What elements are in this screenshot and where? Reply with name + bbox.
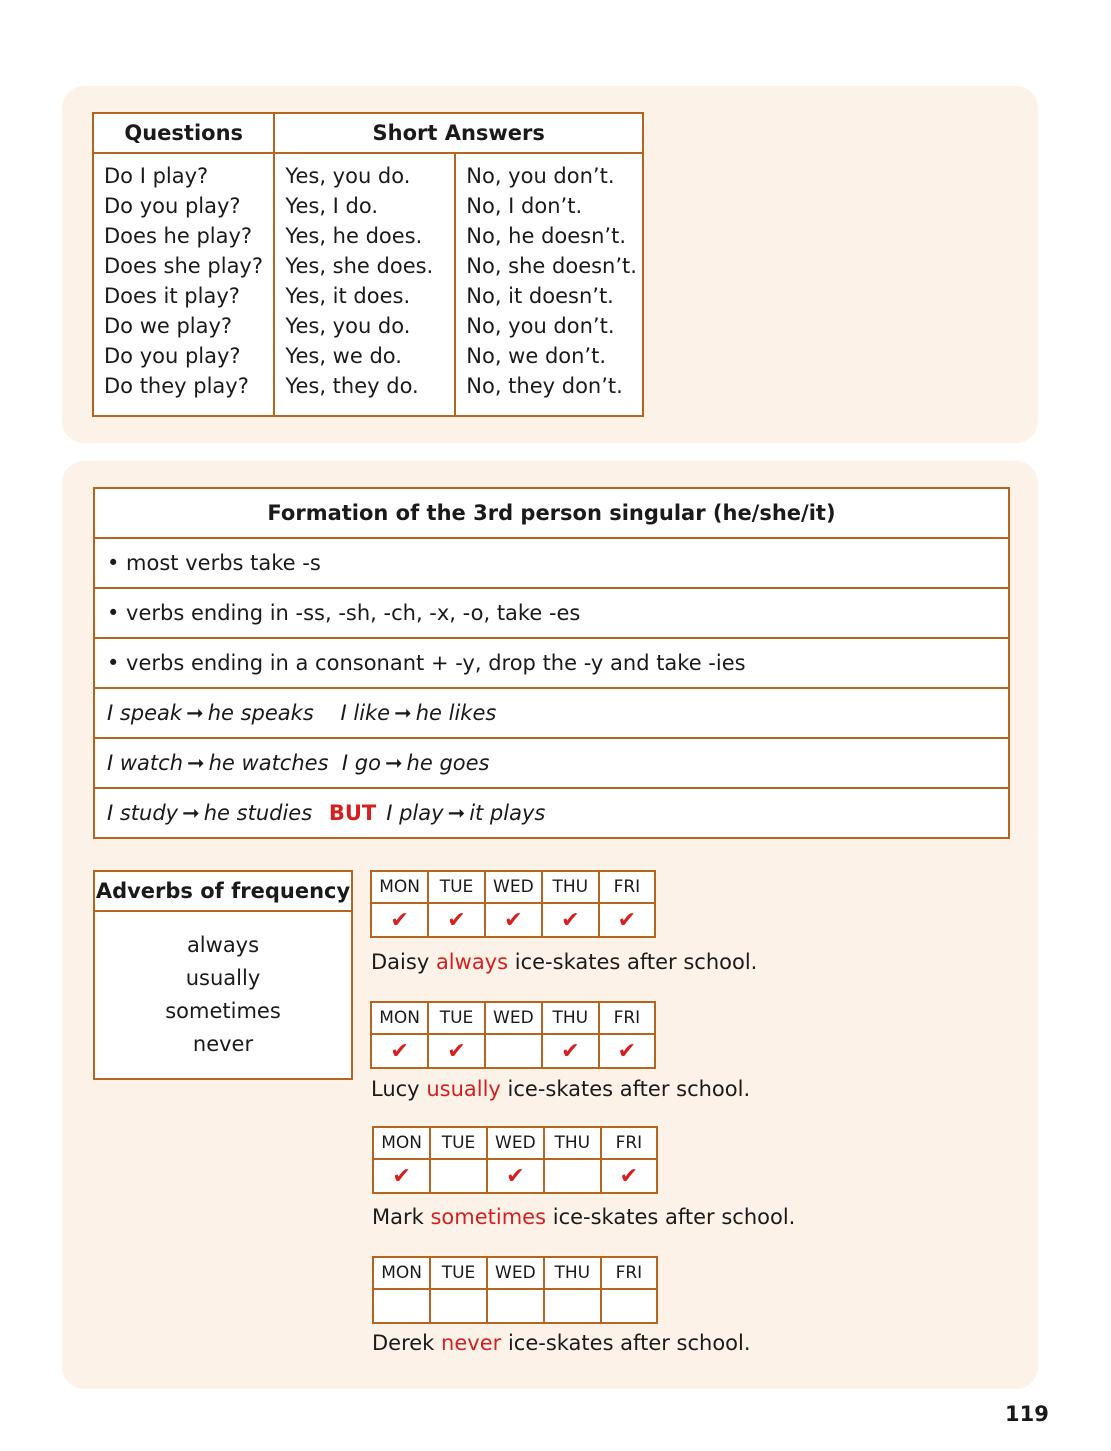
short-answers-header: Short Answers [274,113,643,153]
adverbs-table [93,870,353,1080]
day-label: FRI [599,871,655,903]
day-label: TUE [430,1257,487,1289]
example-text: I watch [107,751,184,775]
arrow-icon: ➞ [186,701,204,725]
adverb-item: always [186,933,260,957]
adverb-highlight: never [441,1331,502,1355]
check-cell [430,1289,487,1323]
example-text: I play [386,801,444,825]
day-label: FRI [601,1127,657,1159]
check-icon: ✔ [506,1163,525,1189]
question-line: Does she play? [104,254,264,278]
check-icon: ✔ [390,907,409,933]
check-icon: ✔ [561,1038,580,1064]
yes-answers-column [274,153,455,416]
check-cell [428,903,485,937]
day-label: TUE [428,1002,485,1034]
example-row [94,738,1009,788]
check-cell [485,1034,542,1068]
example-text: I like [340,701,391,725]
check-icon: ✔ [619,1163,639,1189]
arrow-icon: ➞ [447,801,466,825]
no-answer-line: No, he doesn’t. [466,224,627,248]
check-cell [487,1159,544,1193]
day-label: MON [371,871,428,903]
question-line: Do you play? [104,194,241,218]
yes-answer-line: Yes, you do. [285,314,411,338]
example-sentence [372,1331,751,1355]
arrow-icon: ➞ [384,751,403,775]
check-cell [428,1034,485,1068]
yes-answer-line: Yes, it does. [285,284,411,308]
no-answer-line: No, I don’t. [466,194,583,218]
adverb-highlight: always [435,950,509,974]
adverb-highlight: usually [426,1077,501,1101]
check-cell [373,1159,430,1193]
example-text: I study [107,801,179,825]
example-text: I go [341,751,381,775]
questions-header: Questions [93,113,274,153]
days-grid-derek [372,1256,658,1324]
formation-title: Formation of the 3rd person singular (he/she/it) [94,488,1009,538]
no-answers-column [455,153,643,416]
day-label: THU [542,1002,599,1034]
day-label: THU [542,871,599,903]
adverbs-list [94,911,352,1079]
day-label: FRI [601,1257,657,1289]
example-sentence [372,1205,795,1229]
check-cell [373,1289,430,1323]
check-cell [601,1159,657,1193]
person-name: Mark [372,1205,424,1229]
rule-row: • most verbs take -s [94,538,1009,588]
check-icon: ✔ [392,1163,411,1189]
check-icon: ✔ [617,907,637,933]
questions-table [92,112,644,417]
example-sentence [371,1077,750,1101]
check-icon: ✔ [447,1038,466,1064]
day-label: WED [487,1127,544,1159]
example-sentence [371,950,757,974]
adverbs-title: Adverbs of frequency [94,871,352,911]
example-text: he watches [208,751,329,775]
check-icon: ✔ [504,907,523,933]
day-label: WED [485,1002,542,1034]
sentence-rest: ice-skates after school. [514,950,758,974]
question-line: Do I play? [104,164,209,188]
yes-answer-line: Yes, you do. [285,164,411,188]
check-icon: ✔ [561,907,580,933]
question-line: Does he play? [104,224,253,248]
check-cell [601,1289,657,1323]
day-label: MON [373,1127,430,1159]
day-label: FRI [599,1002,655,1034]
example-row [94,788,1009,838]
check-cell [544,1289,601,1323]
arrow-icon: ➞ [394,701,412,725]
days-grid-daisy [370,870,656,938]
adverb-item: never [192,1032,254,1056]
question-line: Do you play? [104,344,241,368]
check-cell [371,1034,428,1068]
sentence-rest: ice-skates after school. [552,1205,796,1229]
adverb-item: sometimes [165,999,281,1023]
day-label: MON [373,1257,430,1289]
yes-answer-line: Yes, they do. [285,374,419,398]
no-answer-line: No, it doesn’t. [466,284,614,308]
rule-row: • verbs ending in a consonant + -y, drop the -y and take -ies [94,638,1009,688]
check-cell [487,1289,544,1323]
person-name: Lucy [371,1077,420,1101]
person-name: Derek [372,1331,435,1355]
example-text: it plays [469,801,546,825]
day-label: WED [487,1257,544,1289]
day-label: MON [371,1002,428,1034]
check-cell [544,1159,601,1193]
no-answer-line: No, you don’t. [466,164,615,188]
day-label: WED [485,871,542,903]
days-grid-mark [372,1126,658,1194]
check-cell [542,1034,599,1068]
days-grid-lucy [370,1001,656,1069]
arrow-icon: ➞ [187,751,205,775]
day-label: TUE [428,871,485,903]
yes-answer-line: Yes, he does. [285,224,423,248]
yes-answer-line: Yes, she does. [285,254,434,278]
yes-answer-line: Yes, we do. [285,344,402,368]
page-number: 119 [1005,1402,1049,1426]
example-text: he speaks [207,701,314,725]
example-row [94,688,1009,738]
question-line: Do we play? [104,314,233,338]
sentence-rest: ice-skates after school. [507,1331,751,1355]
example-text: he studies [203,801,313,825]
no-answer-line: No, you don’t. [466,314,615,338]
no-answer-line: No, they don’t. [466,374,623,398]
check-cell [599,1034,655,1068]
question-line: Do they play? [104,374,249,398]
day-label: THU [544,1127,601,1159]
rule-row: • verbs ending in -ss, -sh, -ch, -x, -o, take -es [94,588,1009,638]
yes-answer-line: Yes, I do. [285,194,379,218]
sentence-rest: ice-skates after school. [507,1077,751,1101]
day-label: TUE [430,1127,487,1159]
questions-column [93,153,274,416]
example-text: I speak [107,701,183,725]
example-text: he goes [406,751,490,775]
but-label: BUT [328,801,377,825]
no-answer-line: No, she doesn’t. [466,254,637,278]
check-cell [542,903,599,937]
formation-table [93,487,1010,839]
adverb-item: usually [185,966,261,990]
example-text: he likes [415,701,497,725]
adverb-highlight: sometimes [430,1205,547,1229]
no-answer-line: No, we don’t. [466,344,607,368]
check-cell [485,903,542,937]
check-cell [599,903,655,937]
check-cell [371,903,428,937]
check-cell [430,1159,487,1193]
person-name: Daisy [371,950,430,974]
day-label: THU [544,1257,601,1289]
question-line: Does it play? [104,284,240,308]
check-icon: ✔ [390,1038,409,1064]
check-icon: ✔ [617,1038,637,1064]
check-icon: ✔ [447,907,466,933]
arrow-icon: ➞ [182,801,200,825]
